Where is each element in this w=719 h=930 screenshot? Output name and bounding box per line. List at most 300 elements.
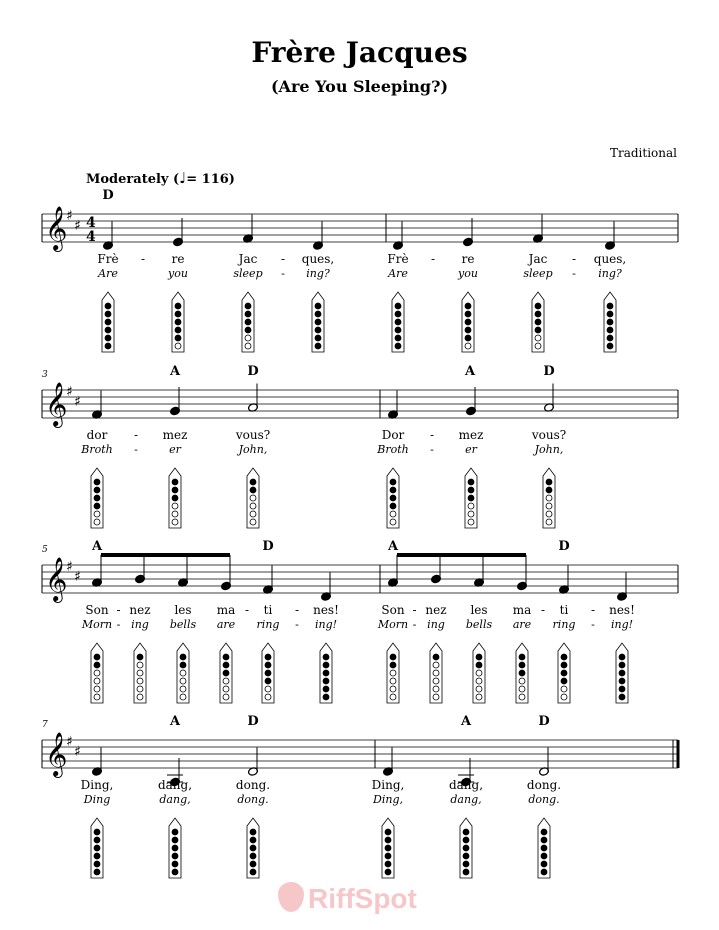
closed-hole: [172, 479, 178, 485]
lyric-french: les: [174, 603, 192, 617]
closed-hole: [541, 845, 547, 851]
lyric-hyphen: -: [591, 618, 595, 631]
tempo-close-paren: ): [228, 172, 235, 187]
open-hole: [172, 503, 178, 509]
lyric-french: nez: [129, 603, 151, 617]
open-hole: [476, 678, 482, 684]
closed-hole: [390, 479, 396, 485]
lyric-english: ing: [131, 618, 149, 631]
closed-hole: [535, 311, 541, 317]
lyric-french: Son: [85, 603, 109, 617]
open-hole: [265, 686, 271, 692]
staff-system: [42, 206, 678, 352]
closed-hole: [546, 479, 552, 485]
closed-hole: [463, 869, 469, 875]
closed-hole: [619, 654, 625, 660]
open-hole: [546, 503, 552, 509]
closed-hole: [390, 654, 396, 660]
closed-hole: [385, 861, 391, 867]
lyric-french: ques,: [301, 252, 335, 266]
closed-hole: [105, 335, 111, 341]
treble-clef-icon: 𝄞: [45, 557, 68, 601]
time-signature-bottom: 4: [86, 229, 96, 245]
closed-hole: [390, 495, 396, 501]
closed-hole: [137, 654, 143, 660]
fingering-chart-icon: [220, 643, 232, 703]
lyric-french: dang,: [448, 778, 484, 792]
fingering-chart-icon: [387, 643, 399, 703]
closed-hole: [385, 829, 391, 835]
open-hole: [546, 495, 552, 501]
lyric-english: Morn: [377, 618, 409, 631]
fingering-chart-icon: [262, 643, 274, 703]
closed-hole: [465, 303, 471, 309]
closed-hole: [468, 487, 474, 493]
lyric-french: vous?: [235, 428, 271, 442]
closed-hole: [94, 853, 100, 859]
open-hole: [546, 511, 552, 517]
song-subtitle: (Are You Sleeping?): [270, 77, 449, 96]
closed-hole: [395, 343, 401, 349]
lyric-french: ma: [512, 603, 532, 617]
lyric-english: John,: [534, 443, 564, 456]
open-hole: [223, 686, 229, 692]
closed-hole: [180, 654, 186, 660]
chord-symbol: D: [262, 539, 274, 554]
measure-number: 5: [42, 545, 48, 555]
open-hole: [390, 519, 396, 525]
lyric-english: you: [458, 267, 478, 280]
closed-hole: [385, 837, 391, 843]
open-hole: [94, 519, 100, 525]
open-hole: [245, 343, 251, 349]
closed-hole: [619, 694, 625, 700]
lyric-hyphen: -: [134, 443, 138, 456]
closed-hole: [105, 303, 111, 309]
closed-hole: [315, 327, 321, 333]
closed-hole: [315, 343, 321, 349]
fingering-chart-icon: [169, 818, 181, 878]
closed-hole: [175, 335, 181, 341]
closed-hole: [395, 335, 401, 341]
lyric-french: vous?: [531, 428, 567, 442]
closed-hole: [323, 670, 329, 676]
fingering-chart-icon: [91, 643, 103, 703]
closed-hole: [541, 829, 547, 835]
lyric-french: dang,: [157, 778, 193, 792]
fingering-chart-icon: [543, 468, 555, 528]
open-hole: [94, 694, 100, 700]
sharp-icon: ♯: [66, 208, 73, 224]
lyric-hyphen: -: [295, 618, 299, 631]
lyric-hyphen: -: [429, 428, 435, 442]
fingering-chart-icon: [242, 292, 254, 352]
chord-symbol: D: [247, 714, 259, 729]
closed-hole: [476, 662, 482, 668]
fingering-chart-icon: [172, 292, 184, 352]
lyric-french: Ding,: [371, 778, 405, 792]
lyric-english: John,: [238, 443, 268, 456]
lyric-hyphen: -: [412, 603, 417, 617]
open-hole: [94, 511, 100, 517]
lyric-english: sleep: [523, 267, 553, 280]
closed-hole: [607, 303, 613, 309]
closed-hole: [250, 861, 256, 867]
open-hole: [476, 670, 482, 676]
chord-symbol: A: [464, 364, 476, 379]
lyric-english: you: [168, 267, 188, 280]
lyric-french: dong.: [526, 778, 562, 792]
measure-number: 7: [42, 720, 48, 730]
fingering-chart-icon: [460, 818, 472, 878]
open-hole: [180, 686, 186, 692]
closed-hole: [175, 319, 181, 325]
closed-hole: [541, 861, 547, 867]
open-hole: [137, 670, 143, 676]
closed-hole: [94, 654, 100, 660]
fingering-chart-icon: [532, 292, 544, 352]
closed-hole: [105, 311, 111, 317]
closed-hole: [315, 335, 321, 341]
closed-hole: [607, 335, 613, 341]
closed-hole: [463, 861, 469, 867]
closed-hole: [175, 327, 181, 333]
closed-hole: [323, 694, 329, 700]
open-hole: [175, 343, 181, 349]
lyric-hyphen: -: [430, 252, 436, 266]
closed-hole: [223, 654, 229, 660]
open-hole: [250, 511, 256, 517]
open-hole: [519, 686, 525, 692]
closed-hole: [105, 327, 111, 333]
open-hole: [476, 694, 482, 700]
lyric-english: Broth: [377, 443, 409, 456]
sharp-icon: ♯: [74, 744, 81, 760]
lyric-french: les: [470, 603, 488, 617]
closed-hole: [315, 319, 321, 325]
open-hole: [94, 678, 100, 684]
lyric-hyphen: -: [294, 603, 300, 617]
closed-hole: [468, 495, 474, 501]
open-hole: [561, 694, 567, 700]
riffspot-watermark: [278, 882, 417, 915]
lyric-english: sleep: [233, 267, 263, 280]
lyric-english: Ding: [83, 793, 111, 806]
open-hole: [172, 519, 178, 525]
tempo-bpm: = 116: [186, 172, 229, 187]
fingering-chart-icon: [91, 468, 103, 528]
closed-hole: [561, 670, 567, 676]
lyric-hyphen: -: [590, 603, 596, 617]
open-hole: [390, 678, 396, 684]
fingering-chart-icon: [102, 292, 114, 352]
closed-hole: [315, 303, 321, 309]
lyric-hyphen: -: [572, 267, 576, 280]
closed-hole: [94, 829, 100, 835]
treble-clef-icon: 𝄞: [45, 732, 68, 776]
closed-hole: [172, 869, 178, 875]
measure-number: 3: [42, 370, 48, 380]
lyric-french: re: [461, 252, 475, 266]
tempo-text: Moderately: [86, 172, 169, 187]
closed-hole: [180, 662, 186, 668]
closed-hole: [245, 303, 251, 309]
lyric-hyphen: -: [116, 603, 121, 617]
closed-hole: [607, 327, 613, 333]
closed-hole: [172, 853, 178, 859]
tempo-open-paren: (: [173, 172, 180, 187]
sharp-icon: ♯: [74, 569, 81, 585]
closed-hole: [94, 837, 100, 843]
fingering-chart-icon: [134, 643, 146, 703]
closed-hole: [535, 319, 541, 325]
fingering-chart-icon: [247, 818, 259, 878]
lyric-english: ring: [256, 618, 280, 631]
closed-hole: [463, 853, 469, 859]
closed-hole: [105, 319, 111, 325]
closed-hole: [245, 327, 251, 333]
closed-hole: [175, 303, 181, 309]
closed-hole: [535, 327, 541, 333]
fingering-chart-icon: [616, 643, 628, 703]
lyric-english: Ding,: [373, 793, 403, 806]
open-hole: [535, 335, 541, 341]
closed-hole: [619, 670, 625, 676]
open-hole: [265, 694, 271, 700]
lyric-french: mez: [458, 428, 484, 442]
closed-hole: [433, 654, 439, 660]
closed-hole: [250, 479, 256, 485]
open-hole: [468, 511, 474, 517]
closed-hole: [395, 327, 401, 333]
quarter-note-icon: ♩: [179, 169, 187, 187]
open-hole: [180, 670, 186, 676]
closed-hole: [250, 837, 256, 843]
sharp-icon: ♯: [66, 384, 73, 400]
open-hole: [180, 694, 186, 700]
closed-hole: [265, 670, 271, 676]
fingering-chart-icon: [516, 643, 528, 703]
open-hole: [94, 670, 100, 676]
treble-clef-icon: 𝄞: [45, 382, 68, 426]
lyric-english: ing: [427, 618, 445, 631]
fingering-chart-icon: [473, 643, 485, 703]
lyric-french: mez: [162, 428, 188, 442]
closed-hole: [463, 845, 469, 851]
closed-hole: [94, 495, 100, 501]
lyric-french: nes!: [609, 603, 635, 617]
closed-hole: [250, 829, 256, 835]
closed-hole: [607, 319, 613, 325]
lyric-english: ing!: [314, 618, 338, 631]
closed-hole: [465, 327, 471, 333]
open-hole: [476, 686, 482, 692]
fingering-chart-icon: [169, 468, 181, 528]
closed-hole: [94, 479, 100, 485]
closed-hole: [94, 662, 100, 668]
closed-hole: [94, 869, 100, 875]
open-hole: [172, 511, 178, 517]
closed-hole: [465, 319, 471, 325]
open-hole: [250, 495, 256, 501]
lyric-english: ing?: [598, 267, 622, 280]
time-signature-top: 4: [86, 215, 96, 231]
open-hole: [250, 519, 256, 525]
closed-hole: [541, 869, 547, 875]
guitar-pick-icon: [278, 882, 304, 912]
open-hole: [245, 335, 251, 341]
lyric-french: Frè: [387, 252, 409, 266]
lyric-english: er: [169, 443, 181, 456]
closed-hole: [385, 853, 391, 859]
lyric-hyphen: -: [571, 252, 577, 266]
closed-hole: [265, 678, 271, 684]
closed-hole: [315, 311, 321, 317]
fingering-chart-icon: [462, 292, 474, 352]
closed-hole: [172, 829, 178, 835]
lyric-french: ma: [216, 603, 236, 617]
lyric-english: dong.: [528, 793, 560, 806]
fingering-chart-icon: [312, 292, 324, 352]
sharp-icon: ♯: [66, 734, 73, 750]
open-hole: [561, 686, 567, 692]
closed-hole: [541, 853, 547, 859]
closed-hole: [463, 829, 469, 835]
closed-hole: [94, 861, 100, 867]
closed-hole: [390, 503, 396, 509]
open-hole: [468, 503, 474, 509]
lyric-hyphen: -: [244, 603, 250, 617]
fingering-chart-icon: [604, 292, 616, 352]
open-hole: [223, 694, 229, 700]
chord-symbol: A: [387, 539, 399, 554]
closed-hole: [535, 303, 541, 309]
closed-hole: [541, 837, 547, 843]
open-hole: [546, 519, 552, 525]
closed-hole: [172, 845, 178, 851]
open-hole: [137, 694, 143, 700]
lyric-english: dang,: [450, 793, 482, 806]
chord-symbol: A: [169, 364, 181, 379]
staff-system: [42, 732, 678, 878]
closed-hole: [390, 487, 396, 493]
lyric-english: ring: [552, 618, 576, 631]
treble-clef-icon: 𝄞: [45, 206, 68, 250]
closed-hole: [265, 662, 271, 668]
closed-hole: [607, 343, 613, 349]
closed-hole: [463, 837, 469, 843]
closed-hole: [94, 845, 100, 851]
open-hole: [433, 678, 439, 684]
lyric-english: Are: [388, 267, 408, 280]
open-hole: [250, 503, 256, 509]
closed-hole: [250, 845, 256, 851]
open-hole: [433, 670, 439, 676]
open-hole: [137, 686, 143, 692]
closed-hole: [172, 487, 178, 493]
lyric-english: bells: [169, 618, 197, 631]
closed-hole: [323, 686, 329, 692]
fingering-chart-icon: [382, 818, 394, 878]
fingering-chart-icon: [91, 818, 103, 878]
fingering-chart-icon: [320, 643, 332, 703]
song-title: Frère Jacques: [251, 36, 468, 69]
closed-hole: [561, 662, 567, 668]
lyric-hyphen: -: [412, 618, 417, 631]
lyric-english: dang,: [159, 793, 191, 806]
lyric-french: Frè: [97, 252, 119, 266]
lyric-english: Broth: [81, 443, 113, 456]
closed-hole: [619, 686, 625, 692]
open-hole: [433, 694, 439, 700]
chord-symbol: D: [558, 539, 570, 554]
closed-hole: [323, 662, 329, 668]
lyric-french: ti: [559, 603, 569, 617]
closed-hole: [395, 319, 401, 325]
closed-hole: [94, 487, 100, 493]
lyric-french: Jac: [528, 252, 548, 266]
lyric-hyphen: -: [540, 603, 546, 617]
sharp-icon: ♯: [74, 218, 81, 234]
open-hole: [390, 670, 396, 676]
open-hole: [223, 678, 229, 684]
chord-symbol: D: [102, 188, 114, 203]
closed-hole: [519, 670, 525, 676]
closed-hole: [105, 343, 111, 349]
lyric-english: Morn: [81, 618, 113, 631]
lyric-french: Son: [381, 603, 405, 617]
chord-symbol: D: [543, 364, 555, 379]
fingering-chart-icon: [247, 468, 259, 528]
chord-symbol: D: [538, 714, 550, 729]
closed-hole: [223, 662, 229, 668]
closed-hole: [561, 654, 567, 660]
closed-hole: [385, 845, 391, 851]
composer-credit: Traditional: [609, 146, 677, 160]
open-hole: [390, 511, 396, 517]
closed-hole: [468, 479, 474, 485]
fingering-chart-icon: [465, 468, 477, 528]
open-hole: [433, 686, 439, 692]
closed-hole: [250, 869, 256, 875]
lyric-hyphen: -: [280, 252, 286, 266]
sharp-icon: ♯: [66, 559, 73, 575]
chord-symbol: A: [460, 714, 472, 729]
fingering-chart-icon: [558, 643, 570, 703]
closed-hole: [395, 303, 401, 309]
chord-symbol: A: [169, 714, 181, 729]
closed-hole: [395, 311, 401, 317]
open-hole: [94, 686, 100, 692]
lyric-english: are: [216, 618, 236, 631]
closed-hole: [465, 311, 471, 317]
closed-hole: [172, 861, 178, 867]
open-hole: [180, 678, 186, 684]
closed-hole: [561, 678, 567, 684]
closed-hole: [323, 654, 329, 660]
closed-hole: [476, 654, 482, 660]
lyric-french: Ding,: [80, 778, 114, 792]
open-hole: [390, 686, 396, 692]
chord-symbol: D: [247, 364, 259, 379]
lyric-french: Jac: [238, 252, 258, 266]
fingering-chart-icon: [392, 292, 404, 352]
lyric-english: are: [512, 618, 532, 631]
closed-hole: [223, 670, 229, 676]
closed-hole: [607, 311, 613, 317]
closed-hole: [619, 662, 625, 668]
sharp-icon: ♯: [74, 394, 81, 410]
